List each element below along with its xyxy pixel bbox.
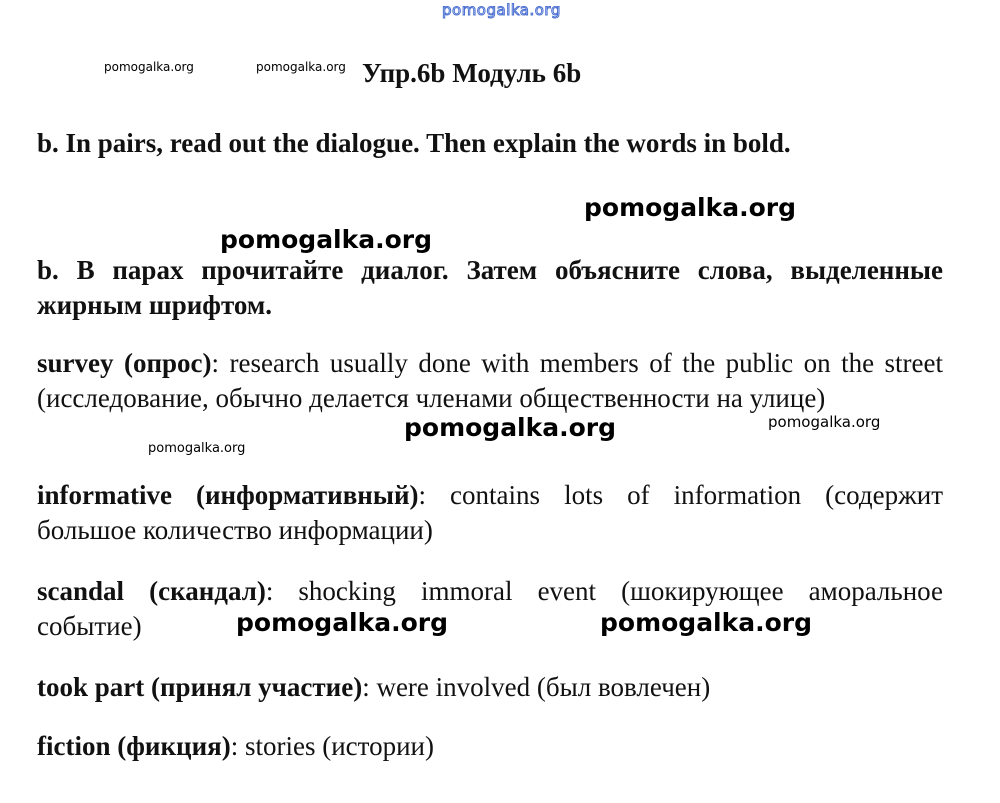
vocabulary-term: survey (опрос) — [37, 348, 212, 378]
vocabulary-definition: : were involved (был вовлечен) — [362, 672, 711, 702]
vocabulary-entry — [37, 574, 943, 644]
vocabulary-entry — [37, 670, 943, 705]
vocabulary-entry — [37, 729, 943, 764]
watermark-top: pomogalka.org — [442, 1, 561, 19]
vocabulary-entry — [37, 346, 943, 416]
watermark-small: pomogalka.org — [768, 413, 881, 431]
vocabulary-term: informative (информативный) — [37, 480, 419, 510]
vocabulary-term: scandal (скандал) — [37, 576, 266, 606]
vocabulary-definition: : shocking immoral event (шокирующее аморальное событие) — [37, 576, 943, 641]
instruction-english: b. In pairs, read out the dialogue. Then explain the words in bold. — [37, 128, 791, 158]
watermark-large: pomogalka.org — [220, 225, 433, 254]
watermark-small: pomogalka.org — [104, 60, 194, 74]
watermark-large: pomogalka.org — [404, 413, 617, 442]
watermark-small: pomogalka.org — [148, 441, 246, 456]
vocabulary-term: fiction (фикция) — [37, 731, 231, 761]
vocabulary-definition: : research usually done with members of the public on the street (исследование, обычно делается членами общественности на улице) — [37, 348, 944, 413]
exercise-title: Упр.6b Модуль 6b — [362, 58, 582, 88]
vocabulary-entry — [37, 478, 943, 548]
watermark-large: pomogalka.org — [236, 608, 449, 637]
watermark-large: pomogalka.org — [600, 608, 813, 637]
vocabulary-term: took part (принял участие) — [37, 672, 363, 702]
vocabulary-definition: : stories (истории) — [230, 731, 434, 761]
watermark-small: pomogalka.org — [256, 60, 346, 74]
watermark-large: pomogalka.org — [584, 193, 797, 222]
vocabulary-definition: : contains lots of information (содержит большое количество информации) — [37, 480, 943, 545]
instruction-russian: b. В парах прочитайте диалог. Затем объясните слова, выделенные жирным шрифтом. — [37, 255, 943, 320]
